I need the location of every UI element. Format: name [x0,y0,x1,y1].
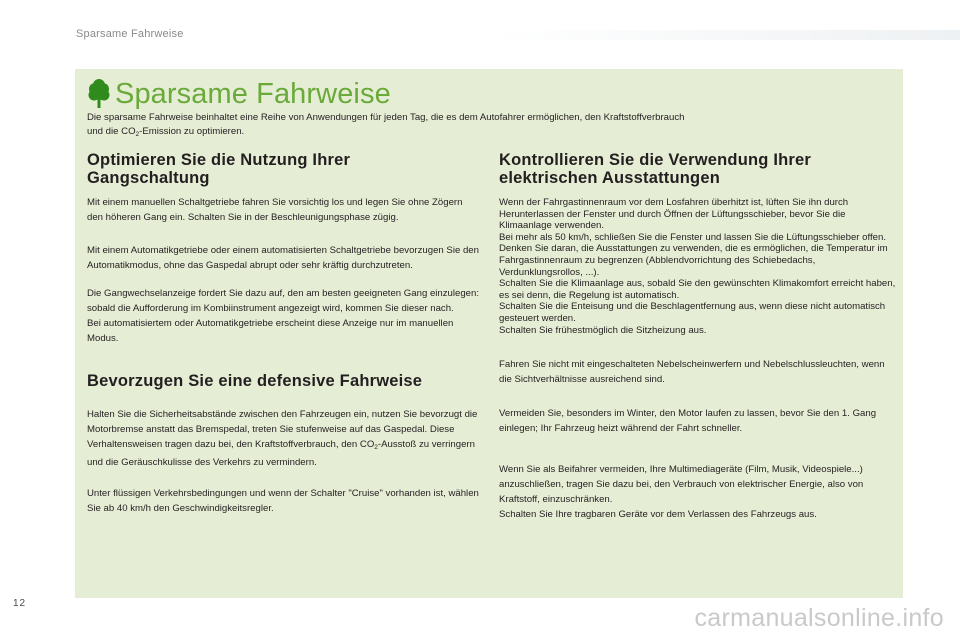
running-header: Sparsame Fahrweise [76,28,184,40]
heading-electrical-equipment [499,151,899,187]
paragraph-manual-gearbox: Mit einem manuellen Schaltgetriebe fahren Sie vorsichtig los und legen Sie ohne Zögern den höheren Gang ein. Schalten Sie in der Beschleunigungsphase zügig. [87,197,463,223]
heading-electrical-line-2: elektrischen Ausstattungen [499,169,720,187]
heading-gear-line-2: Gangschaltung [87,169,210,187]
paragraph-safety-distance-pre: Halten Sie die Sicherheitsabstände zwischen den Fahrzeugen ein, nutzen Sie bevorzugt die Motorbremse anstatt das Bremspedal, treten Sie stufenweise auf das Gaspedal. Diese Verhaltensweisen tragen dazu bei, den Kraftstoffverbrauch, den CO [87,409,478,450]
heading-defensive-driving: Bevorzugen Sie eine defensive Fahrweise [87,372,423,390]
heading-electrical-line-1: Kontrollieren Sie die Verwendung Ihrer [499,151,811,169]
paragraph-climate-a: Wenn der Fahrgastinnenraum vor dem Losfahren überhitzt ist, lüften Sie ihn durch Herunterlassen der Fenster und durch Öffnen der Lüftungsschieber, bevor Sie die Klimaanlage verwenden. [499,197,849,232]
header-decoration-bar [490,30,960,40]
paragraph-engine-idle: Vermeiden Sie, besonders im Winter, den Motor laufen zu lassen, bevor Sie den 1. Gang einlegen; Ihr Fahrzeug heizt während der Fahrt schneller. [499,408,877,435]
heading-gear-shifting [87,151,479,187]
paragraph-safety-distance-post: -Ausstoß zu verringern und die Geräuschkulisse des Verkehrs zu vermindern. [87,439,475,468]
main-title-row [87,79,391,109]
co2-subscript: 2 [135,131,140,138]
intro-line-2-pre: und die CO [87,126,136,137]
paragraph-multimedia-b: Schalten Sie Ihre tragbaren Geräte vor dem Verlassen des Fahrzeugs aus. [499,509,817,521]
paragraph-gear-indicator-a: Die Gangwechselanzeige fordert Sie dazu auf, den am besten geeigneten Gang einzulegen: sobald die Aufforderung im Kombiinstrument angezeigt wird, kommen Sie dieser nach. [87,288,480,314]
paragraph-climate-c: Denken Sie daran, die Ausstattungen zu verwenden, die es ermöglichen, die Temperatur im Fahrgastinnenraum zu begrenzen (Abblendvorrichtung des Schiebedachs, Verdunklungsrollos, ...). [499,243,888,278]
tree-icon [87,79,111,109]
co2-subscript-2: 2 [374,444,378,451]
paragraph-climate-tips [499,197,899,336]
intro-text [87,111,887,142]
page-title: Sparsame Fahrweise [115,78,391,110]
paragraph-fog-lights: Fahren Sie nicht mit eingeschalteten Nebelscheinwerfern und Nebelschlussleuchten, wenn die Sichtverhältnisse ausreichend sind. [499,359,885,386]
paragraph-climate-b: Bei mehr als 50 km/h, schließen Sie die Fenster und lassen Sie die Lüftungsschieber offen. [499,231,886,243]
paragraph-safety-distance [87,407,479,470]
paragraph-multimedia-a: Wenn Sie als Beifahrer vermeiden, Ihre Multimediageräte (Film, Musik, Videospiele...) anzuschließen, tragen Sie dazu bei, den Verbrauch von elektrischer Energie, also von Kraftstoff, einzuschränken. [499,464,864,506]
content-panel [75,69,903,598]
paragraph-climate-e: Schalten Sie die Enteisung und die Beschlagentfernung aus, wenn diese nicht automatisch gesteuert werden. [499,301,886,324]
paragraph-cruise-control: Unter flüssigen Verkehrsbedingungen und wenn der Schalter "Cruise" vorhanden ist, wählen Sie ab 40 km/h den Geschwindigkeitsregler. [87,488,479,514]
left-column [87,151,479,516]
paragraph-multimedia [499,462,899,522]
watermark: carmanualsonline.info [694,604,944,632]
heading-gear-line-1: Optimieren Sie die Nutzung Ihrer [87,151,351,169]
paragraph-climate-d: Schalten Sie die Klimaanlage aus, sobald Sie den gewünschten Klimakomfort erreicht haben, es sei denn, die Regelung ist automatisch. [499,278,896,301]
paragraph-gear-indicator [87,286,479,346]
intro-line-1: Die sparsame Fahrweise beinhaltet eine Reihe von Anwendungen für jeden Tag, die es dem Autofahrer ermöglichen, den Kraftstoffverbrauch [87,112,685,123]
paragraph-automatic-gearbox: Mit einem Automatikgetriebe oder einem automatisierten Schaltgetriebe bevorzugen Sie den Automatikmodus, ohne das Gaspedal abrupt oder sehr kräftig durchzutreten. [87,245,479,271]
right-column [499,151,899,522]
page-number: 12 [13,598,27,609]
paragraph-gear-indicator-b: Bei automatisiertem oder Automatikgetriebe erscheint diese Anzeige nur im manuellen Modus. [87,318,454,344]
paragraph-climate-f: Schalten Sie frühestmöglich die Sitzheizung aus. [499,324,707,336]
intro-line-2-post: -Emission zu optimieren. [139,126,245,137]
